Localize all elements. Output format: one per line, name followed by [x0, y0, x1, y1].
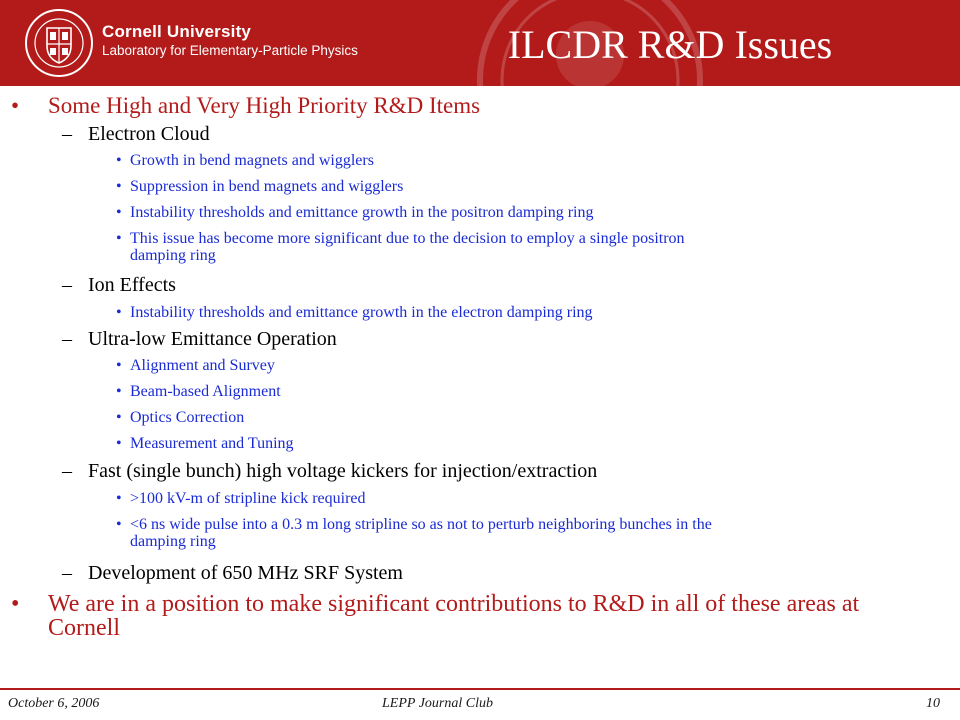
bullet-text-line-2: Cornell — [48, 615, 120, 641]
item-text-line-1: This issue has become more significant due to the decision to employ a single positron — [130, 230, 685, 247]
item-single-positron-ring — [116, 230, 920, 264]
bullet-marker: • — [11, 93, 20, 118]
bullet-marker: • — [116, 383, 122, 400]
footer-event: LEPP Journal Club — [382, 696, 493, 711]
dash-marker: – — [62, 123, 72, 145]
item-text-line-2: damping ring — [130, 247, 216, 264]
sub-bullet-text: Development of 650 MHz SRF System — [88, 562, 403, 584]
footer-page-number: 10 — [926, 696, 940, 711]
item-stripline-kick — [116, 490, 920, 507]
institution-branding — [102, 22, 358, 60]
bullet-marker: • — [116, 516, 122, 533]
university-name: Cornell University — [102, 22, 252, 41]
bullet-marker: • — [116, 178, 122, 195]
sub-bullet-text: Fast (single bunch) high voltage kickers for injection/extraction — [88, 460, 598, 482]
item-text-line-2: damping ring — [130, 533, 216, 550]
sub-bullet-text: Ion Effects — [88, 274, 176, 296]
item-positron-instability — [116, 204, 920, 221]
slide-title: ILCDR R&D Issues — [507, 22, 833, 67]
item-text: Beam-based Alignment — [130, 383, 281, 400]
slide-header-banner — [0, 0, 960, 86]
item-text: Suppression in bend magnets and wigglers — [130, 178, 404, 195]
bullet-marker: • — [116, 204, 122, 221]
item-optics-correction — [116, 409, 920, 426]
bullet-text-line-1: We are in a position to make significant contributions to R&D in all of these areas at — [48, 591, 860, 617]
sub-bullet-text: Ultra-low Emittance Operation — [88, 328, 337, 350]
bullet-marker: • — [116, 409, 122, 426]
bullet-marker: • — [11, 591, 20, 617]
bullet-contributions — [11, 591, 948, 641]
item-text: Instability thresholds and emittance growth in the electron damping ring — [130, 304, 593, 321]
item-text: Growth in bend magnets and wigglers — [130, 152, 374, 169]
sub-bullet-electron-cloud — [62, 123, 928, 145]
sub-bullet-srf-system — [62, 562, 928, 584]
sub-bullet-fast-kickers — [62, 460, 928, 482]
bullet-marker: • — [116, 357, 122, 374]
bullet-marker: • — [116, 304, 122, 321]
item-text-line-1: <6 ns wide pulse into a 0.3 m long stripline so as not to perturb neighboring bunches in the — [130, 516, 712, 533]
item-alignment-survey — [116, 357, 920, 374]
bullet-marker: • — [116, 152, 122, 169]
bullet-marker: • — [116, 230, 122, 247]
item-text: Alignment and Survey — [130, 357, 275, 374]
bullet-text: Some High and Very High Priority R&D Items — [48, 93, 481, 118]
bullet-rd-items — [11, 93, 948, 118]
item-electron-instability — [116, 304, 920, 321]
bullet-marker: • — [116, 435, 122, 452]
item-growth — [116, 152, 920, 169]
item-text: Measurement and Tuning — [130, 435, 294, 452]
item-suppression — [116, 178, 920, 195]
sub-bullet-ion-effects — [62, 274, 928, 296]
bullet-marker: • — [116, 490, 122, 507]
sub-bullet-ultra-low-emittance — [62, 328, 928, 350]
cornell-seal-logo — [24, 8, 94, 78]
item-measurement-tuning — [116, 435, 920, 452]
sub-bullet-text: Electron Cloud — [88, 123, 210, 145]
item-text: >100 kV-m of stripline kick required — [130, 490, 366, 507]
dash-marker: – — [62, 274, 72, 296]
item-text: Instability thresholds and emittance growth in the positron damping ring — [130, 204, 594, 221]
item-beam-based-alignment — [116, 383, 920, 400]
footer-divider — [0, 688, 960, 690]
dash-marker: – — [62, 562, 72, 584]
footer-date: October 6, 2006 — [8, 696, 100, 711]
dash-marker: – — [62, 460, 72, 482]
item-pulse-width — [116, 516, 920, 550]
dash-marker: – — [62, 328, 72, 350]
item-text: Optics Correction — [130, 409, 245, 426]
laboratory-name: Laboratory for Elementary-Particle Physics — [102, 43, 358, 58]
